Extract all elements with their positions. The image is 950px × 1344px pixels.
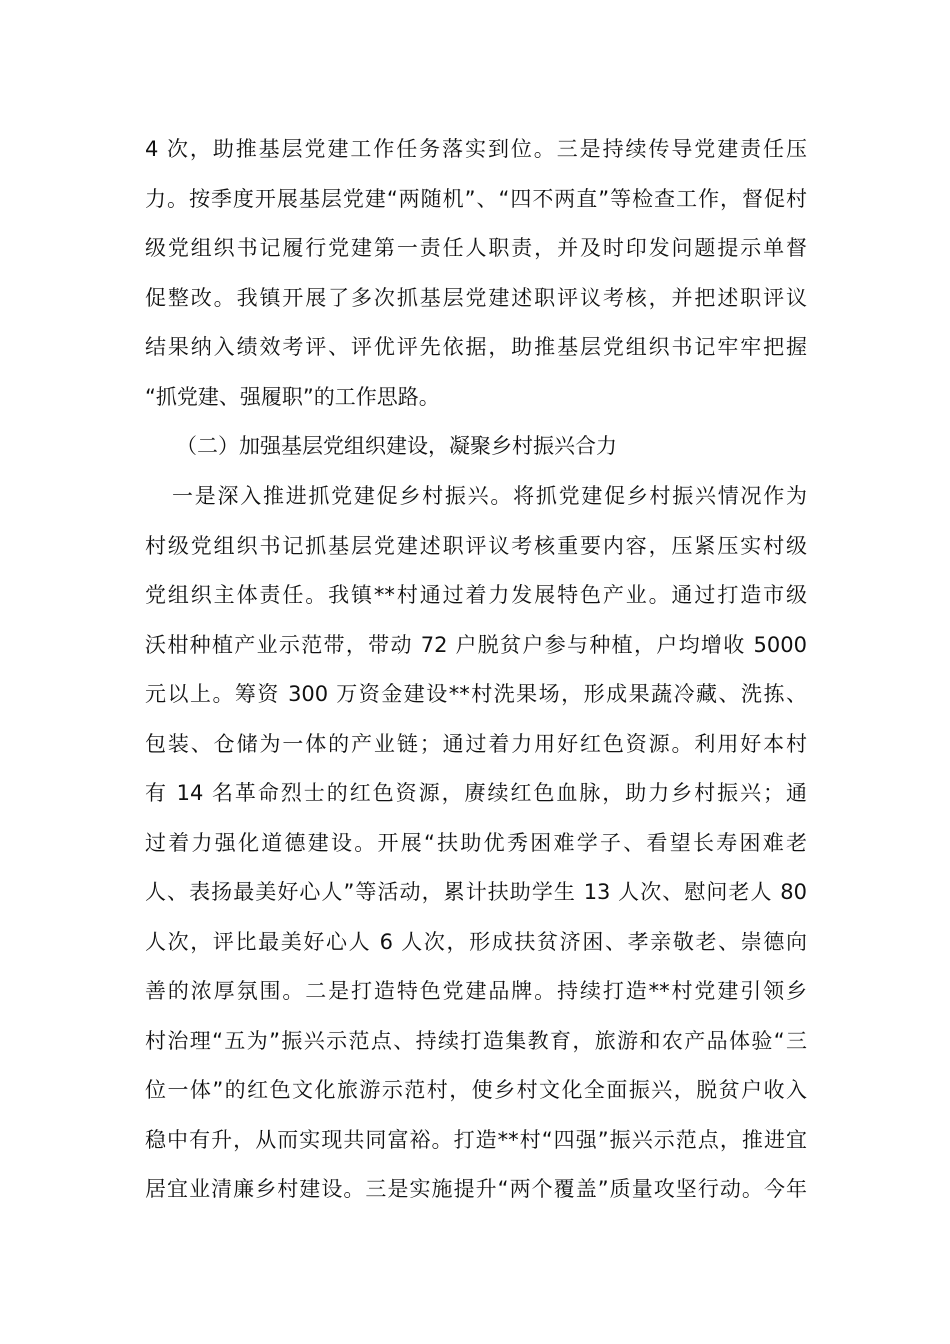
text-line-13: 包装、仓储为一体的产业链；通过着力用好红色资源。利用好本村 [145,732,807,756]
section-heading: （二）加强基层党组织建设，凝聚乡村振兴合力 [176,434,617,458]
text-line-15: 过着力强化道德建设。开展“扶助优秀困难学子、看望长寿困难老 [145,831,807,855]
text-line-11: 沃柑种植产业示范带，带动 72 户脱贫户参与种植，户均增收 5000 [145,633,807,657]
text-line-6: “抓党建、强履职”的工作思路。 [145,385,440,409]
text-line-10: 党组织主体责任。我镇**村通过着力发展特色产业。通过打造市级 [145,583,807,607]
text-line-21: 稳中有升，从而实现共同富裕。打造**村“四强”振兴示范点，推进宜 [145,1128,807,1152]
text-line-9: 村级党组织书记抓基层党建述职评议考核重要内容，压紧压实村级 [145,534,807,558]
text-line-2: 力。按季度开展基层党建“两随机”、“四不两直”等检查工作，督促村 [145,187,807,211]
text-line-8: 一是深入推进抓党建促乡村振兴。将抓党建促乡村振兴情况作为 [172,484,807,508]
text-line-4: 促整改。我镇开展了多次抓基层党建述职评议考核，并把述职评议 [145,286,807,310]
text-line-18: 善的浓厚氛围。二是打造特色党建品牌。持续打造**村党建引领乡 [145,979,807,1003]
text-line-19: 村治理“五为”振兴示范点、持续打造集教育，旅游和农产品体验“三 [145,1029,807,1053]
text-line-1: 4 次，助推基层党建工作任务落实到位。三是持续传导党建责任压 [145,137,807,161]
text-line-22: 居宜业清廉乡村建设。三是实施提升“两个覆盖”质量攻坚行动。今年 [145,1177,807,1201]
text-line-17: 人次，评比最美好心人 6 人次，形成扶贫济困、孝亲敬老、崇德向 [145,930,807,954]
text-line-5: 结果纳入绩效考评、评优评先依据，助推基层党组织书记牢牢把握 [145,335,807,359]
text-line-16: 人、表扬最美好心人”等活动，累计扶助学生 13 人次、慰问老人 80 [145,880,807,904]
text-line-3: 级党组织书记履行党建第一责任人职责，并及时印发问题提示单督 [145,236,807,260]
text-line-12: 元以上。筹资 300 万资金建设**村洗果场，形成果蔬冷藏、洗拣、 [145,682,807,706]
text-line-20: 位一体”的红色文化旅游示范村，使乡村文化全面振兴，脱贫户收入 [145,1078,807,1102]
text-line-14: 有 14 名革命烈士的红色资源，赓续红色血脉，助力乡村振兴；通 [145,781,807,805]
